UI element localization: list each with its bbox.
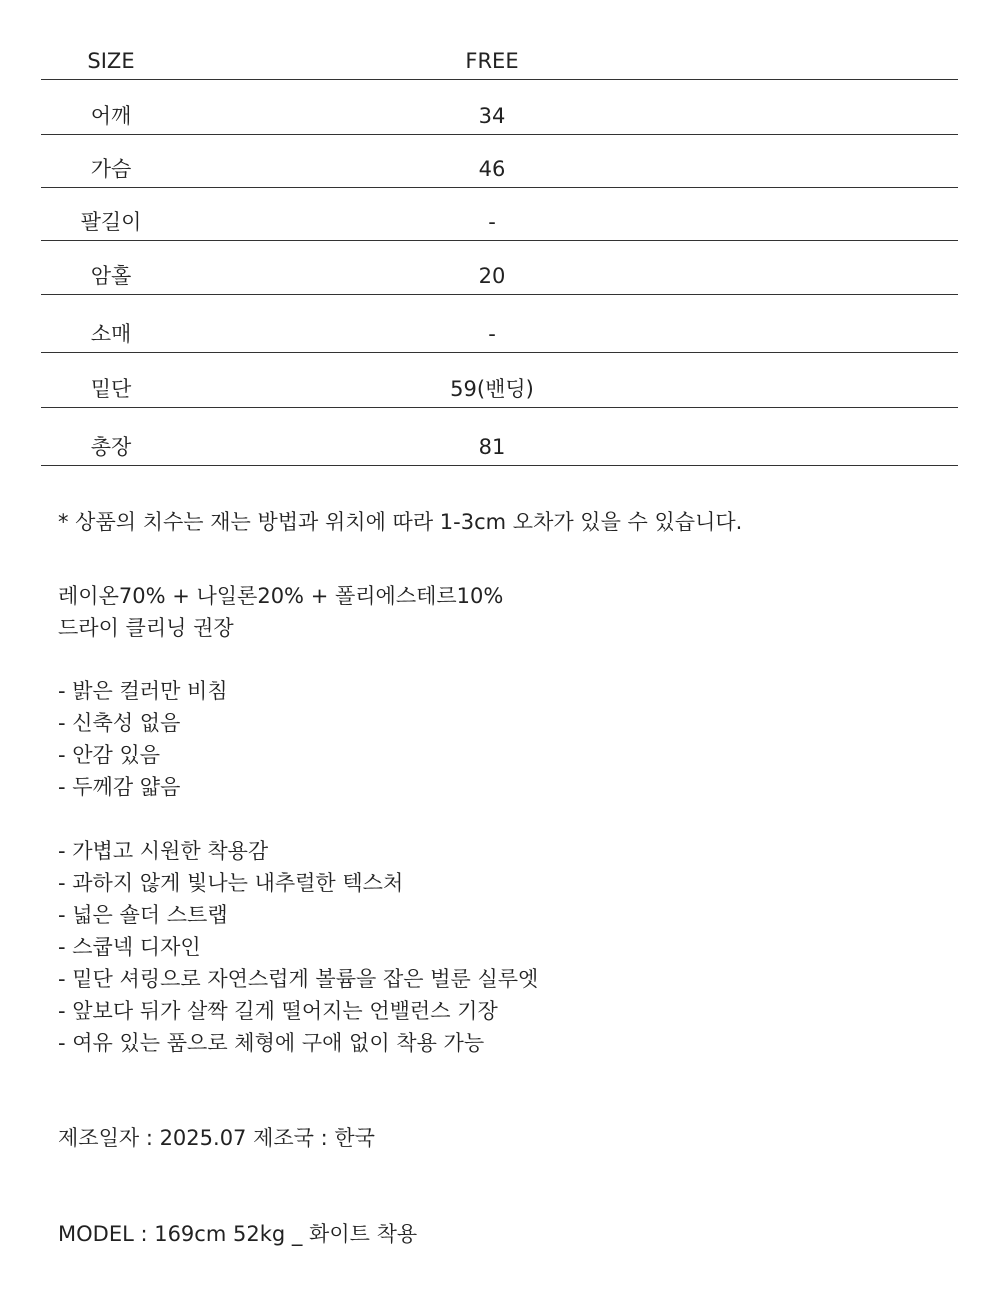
manufacture-info: 제조일자 : 2025.07 제조국 : 한국 bbox=[58, 1126, 375, 1150]
size-table bbox=[41, 0, 958, 466]
size-header-value: FREE bbox=[465, 49, 519, 73]
property-item: - 두께감 얇음 bbox=[58, 775, 181, 799]
table-row bbox=[41, 408, 958, 466]
feature-item: - 과하지 않게 빛나는 내추럴한 텍스처 bbox=[58, 871, 404, 895]
size-header-label: SIZE bbox=[87, 49, 135, 73]
row-value: 46 bbox=[478, 157, 506, 181]
row-value: - bbox=[488, 210, 496, 234]
row-value: 59(밴딩) bbox=[450, 377, 534, 401]
row-value: 81 bbox=[478, 435, 506, 459]
property-item: - 신축성 없음 bbox=[58, 711, 181, 735]
feature-item: - 앞보다 뒤가 살짝 길게 떨어지는 언밸런스 기장 bbox=[58, 999, 498, 1023]
feature-item: - 스쿱넥 디자인 bbox=[58, 935, 201, 959]
row-label: 가슴 bbox=[90, 157, 132, 181]
table-row-header bbox=[41, 0, 958, 80]
feature-item: - 여유 있는 품으로 체형에 구애 없이 착용 가능 bbox=[58, 1031, 485, 1055]
feature-item: - 가볍고 시원한 착용감 bbox=[58, 839, 269, 863]
feature-item: - 넓은 숄더 스트랩 bbox=[58, 903, 228, 927]
table-row bbox=[41, 80, 958, 135]
model-info: MODEL : 169cm 52kg _ 화이트 착용 bbox=[58, 1222, 418, 1246]
table-row bbox=[41, 135, 958, 188]
row-label: 밑단 bbox=[90, 377, 132, 401]
row-value: 20 bbox=[478, 264, 506, 288]
material-composition: 레이온70% + 나일론20% + 폴리에스테르10% bbox=[58, 584, 504, 608]
row-label: 팔길이 bbox=[80, 210, 142, 234]
table-row bbox=[41, 295, 958, 353]
row-label: 총장 bbox=[90, 435, 132, 459]
measurement-note: * 상품의 치수는 재는 방법과 위치에 따라 1-3cm 오차가 있을 수 있습니다. bbox=[58, 510, 743, 534]
row-value: - bbox=[488, 322, 496, 346]
row-label: 암홀 bbox=[90, 264, 132, 288]
table-row bbox=[41, 241, 958, 295]
row-label: 어깨 bbox=[90, 104, 132, 128]
row-value: 34 bbox=[478, 104, 506, 128]
table-row bbox=[41, 353, 958, 408]
table-row bbox=[41, 188, 958, 241]
row-label: 소매 bbox=[90, 322, 132, 346]
property-item: - 밝은 컬러만 비침 bbox=[58, 679, 228, 703]
feature-item: - 밑단 셔링으로 자연스럽게 볼륨을 잡은 벌룬 실루엣 bbox=[58, 967, 539, 991]
property-item: - 안감 있음 bbox=[58, 743, 161, 767]
care-instruction: 드라이 클리닝 권장 bbox=[58, 616, 234, 640]
